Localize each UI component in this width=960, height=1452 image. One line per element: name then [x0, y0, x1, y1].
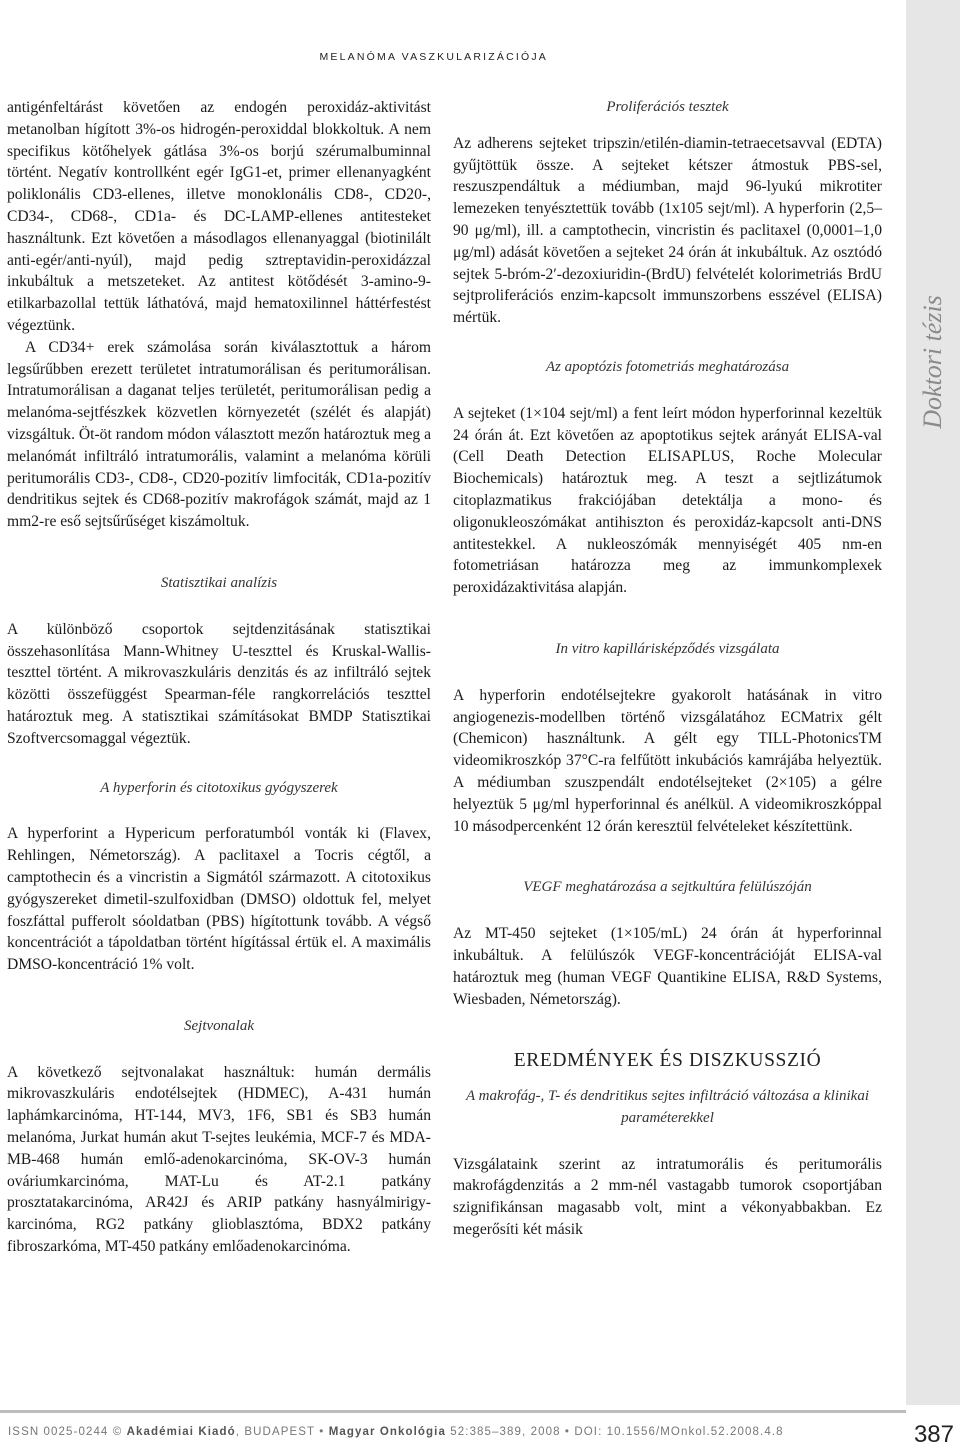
- paragraph-apoptosis: A sejteket (1×104 sejt/ml) a fent leírt módon hyperforinnal kezeltük 24 órán át. Ezt követően az apoptotikus sejtek arányát ELISA-val (Cell Death Detection ELISAPLUS, Roche Molecular Biochemicals) határoztuk meg. A teszt a sejtlizátumok citoplazmatikus frakciójában detektálja a mono- és oligonukleoszómákat antihiszton és peroxidáz-kapcsolt anti-DNS antitestekkel. A nukleoszómák mennyiségét 405 nm-en fotometriásan határozza meg az immunkomplexek peroxidázaktivitása alapján.: [453, 404, 882, 597]
- paragraph-hyperforin: A hyperforint a Hypericum perforatumból vonták ki (Flavex, Rehlingen, Németország). A paclitaxel a Tocris cégtől, a camptothecin és a vincristin a Sigmától származott. A citotoxikus gyógyszereket dimetil-szulfoxidban (DMSO) oldottuk fel, melyet foszfáttal pufferolt sóoldatban (PBS) hígítottunk tovább. A végső koncentrációt a tápoldatban történt hígítással értük el. A maximális DMSO-koncentráció 1% volt.: [7, 825, 431, 974]
- heading-in-vitro: In vitro kapillárisképződés vizsgálata: [555, 640, 780, 657]
- copyright-symbol: ©: [112, 1426, 123, 1438]
- paragraph-proliferation: Az adherens sejteket tripszin/etilén-diamin-tetraecetsavval (EDTA) gyűjtöttük össze. A sejteket kétszer átmostuk PBS-sel, reszuszpendáltuk a médiumban, majd 96-lyukú mikrotiter lemezeken tenyésztettük tovább (1x105 sejt/ml). A hyperforin (2,5–90 μg/ml), ill. a camptothecin, vincristin és paclitaxel (0,0001–1,0 μg/ml) adását követően a sejteket 24 órán át inkubáltuk. Az osztódó sejtek 5-bróm-2′-dezoxiuridin-(BrdU) felvételét kolorimetriás BrdU sejtproliferációs enzim-kapcsolt immunszorbens esszével (ELISA) mértük.: [453, 134, 882, 327]
- sidebar-band: [906, 0, 960, 1405]
- paragraph-statistics: A különböző csoportok sejtdenzitásának statisztikai összehasonlítása Mann-Whitney U-teszttel és Kruskal-Wallis-teszttel történt. A mikrovaszkuláris denzitás és az infiltráló sejtek közötti összefüggést Spearman-féle rangkorrelációs teszttel határoztuk meg. A statisztikai számításokat BMDP Statisztikai Szoftvercsomaggal végeztük.: [7, 620, 431, 747]
- paragraph-vegf: Az MT-450 sejteket (1×105/mL) 24 órán át hyperforinnal inkubáltuk. A felülúszók VEGF-koncentrációját ELISA-val határoztuk meg (human VEGF Quantikine ELISA, R&D Systems, Wiesbaden, Németország).: [453, 925, 882, 1008]
- footer-doi: DOI: 10.1556/MOnkol.52.2008.4.8: [574, 1426, 784, 1438]
- footer-publisher: Akadémiai Kiadó: [126, 1426, 236, 1438]
- left-column: [7, 97, 431, 1258]
- heading-sejtvonalak: Sejtvonalak: [184, 1017, 254, 1034]
- heading-vegf: VEGF meghatározása a sejtkultúra felülúszóján: [523, 879, 812, 896]
- right-column: [453, 97, 882, 1241]
- paragraph-immunohisto: antigénfeltárást követően az endogén peroxidáz-aktivitást metanolban hígított 3%-os hidrogén-peroxiddal blokkoltuk. A nem specifikus kötőhelyek gátlása 3%-os borjú szérumalbuminnal történt. Negatív kontrollként egér IgG1-et, primer ellenanyagként poliklonális CD3-ellenes, illetve monoklonális CD8-, CD20-, CD34-, CD68-, CD1a- és DC-LAMP-ellenes antitesteket használtunk. Ezt követően a másodlagos ellenanyaggal (biotinilált anti-egér/anti-nyúl), majd pedig sztreptavidin-peroxidázzal inkubáltuk a metszeteket. Az antitest kötődését 3-amino-9-etilkarbazollal tettük láthatóvá, majd hematoxilinnel háttérfestést végeztünk.: [7, 99, 431, 334]
- page-number: 387: [913, 1421, 954, 1448]
- footer-bullet-2: •: [564, 1426, 571, 1438]
- sidebar-label: Doktori tézis: [918, 295, 947, 429]
- footer-citation: 52:385–389, 2008: [445, 1426, 561, 1438]
- paragraph-in-vitro: A hyperforin endotélsejtekre gyakorolt hatásának in vitro angiogenezis-modellben történő vizsgálatához ECMatrix gélt (Chemicon) használtunk. A gélt egy TILL-PhotonicsTM videomikroszkóp 37°C-ra felfűtött inkubációs kamrájába helyeztük. A médiumban szuszpendált endotélsejteket (2×105) a gélre helyeztük 5 μg/ml hyperforinnal és anélkül. A videomikroszkóppal 10 másodpercenként 12 órán keresztül felvételeket készítettünk.: [453, 686, 882, 835]
- footer: [8, 1426, 784, 1438]
- heading-hyperforin: A hyperforin és citotoxikus gyógyszerek: [100, 779, 338, 796]
- heading-results: EREDMÉNYEK ÉS DISZKUSSZIÓ: [513, 1050, 822, 1072]
- footer-divider: [0, 1410, 906, 1413]
- paragraph-cell-lines: A következő sejtvonalakat használtuk: humán dermális mikrovaszkuláris endotélsejtek (HDMEC), A-431 humán laphámkarcinóma, HT-144, MV3, 1F6, SB1 és SB3 humán melanóma, Jurkat humán akut T-sejtes leukémia, MCF-7 és MDA-MB-468 humán emlő-adenokarcinóma, SK-OV-3 humán ováriumkarcinóma, MAT-Lu és AT-2.1 patkány prosztatakarcinóma, AR42J és ARIP patkány hasnyálmirigy-karcinóma, RG2 patkány glioblasztóma, BDX2 patkány fibroszarkóma, MT-450 patkány emlőadenokarcinóma.: [7, 1063, 431, 1256]
- paragraph-cd34: A CD34+ erek számolása során kiválasztottuk a három legsűrűbben erezett területet intratumorálisan és peritumorálisan. Intratumorálisan a daganat teljes területét, peritumorálisan pedig a melanóma-sejtfészkek közvetlen környezetét (szélét és alapját) vizsgáltuk. Öt-öt random módon választott mezőn határoztuk meg a melanómát infiltráló intratumorális, valamint a melanóma körüli peritumorális CD3-, CD8-, CD20-pozitív limfociták, CD1a-pozitív dendritikus sejtek és CD68-pozitív makrofágok számát, majd az 1 mm2-re eső sejtsűrűséget kiszámoltuk.: [7, 338, 431, 531]
- running-head: MELANÓMA VASZKULARIZÁCIÓJA: [319, 51, 548, 63]
- footer-bullet: •: [319, 1426, 325, 1438]
- heading-proliferacios: Proliferációs tesztek: [606, 99, 729, 115]
- paragraph-results: Vizsgálataink szerint az intratumorális és peritumorális makrofágdenzitás a 2 mm-nél vastagabb tumorok csoportjában szignifikánsan magasabb volt, mint a vékonyabbakban. Ez megerősíti két másik: [453, 1155, 882, 1239]
- footer-city: , BUDAPEST: [235, 1426, 315, 1438]
- footer-journal: Magyar Onkológia: [328, 1426, 446, 1438]
- heading-apoptozis: Az apoptózis fotometriás meghatározása: [545, 358, 790, 375]
- heading-statisztikai-analizis: Statisztikai analízis: [160, 574, 278, 591]
- heading-makrofag: A makrofág-, T- és dendritikus sejtes infiltráció változása a klinikai paraméterekkel: [465, 1088, 869, 1126]
- footer-issn: ISSN 0025-0244: [8, 1426, 109, 1438]
